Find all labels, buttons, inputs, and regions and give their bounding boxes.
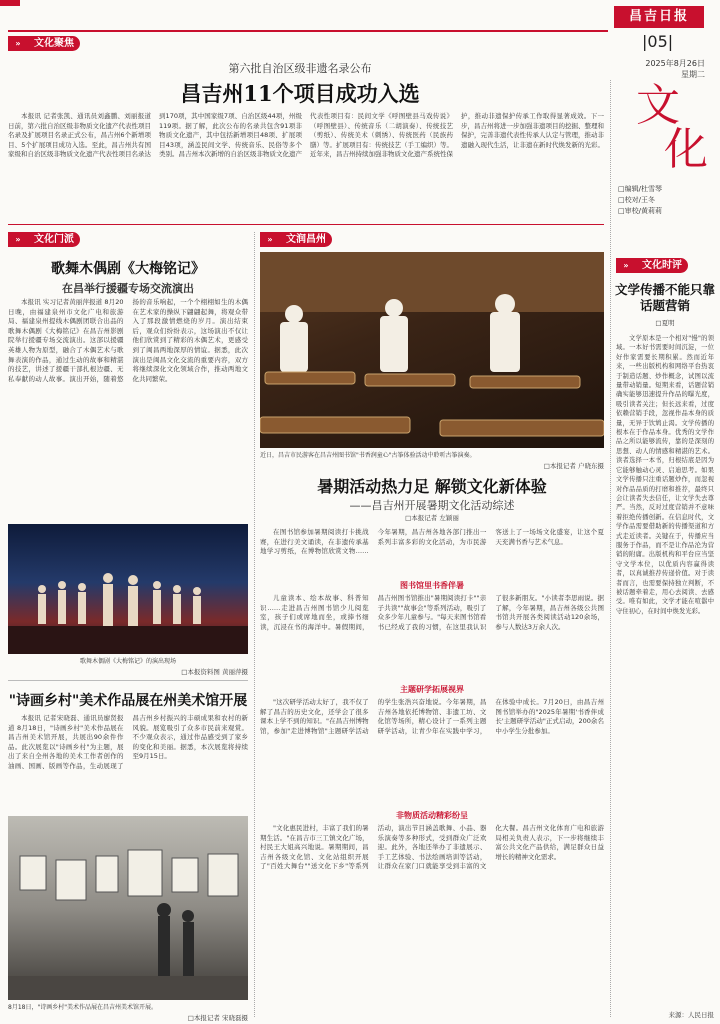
guzheng-performance-illustration [260, 252, 604, 448]
opera-body-text: 本报讯 实习记者黄丽萍报道 8月20日晚，由福建泉州市文化广电和旅游局、福建泉州提线木偶剧团联合出品的歌舞木偶剧《大梅铭记》在昌吉州影剧院举行援疆专场交流演出。这部以援疆英雄人物为原型，融合了木偶艺术与歌舞表演的作品，通过生动的故事和精湛的技艺，讲述了援疆干部扎根边疆、无私奉献的动人故事。演出开始，随着悠扬的音乐响起，一个个栩栩如生的木偶在艺术家的操纵下翩翩起舞，将观众带入了那段激情燃烧的岁月。演出结束后，观众们纷纷表示，这场演出不仅让他们欣赏到了精彩的木偶艺术，更感受到了闽昌两地深厚的情谊。据悉，此次演出是闽昌文化交流的重要内容，双方将继续深化文化领域合作，推动两地文化共同繁荣。 [8, 298, 248, 383]
sidebar-staff [618, 184, 714, 217]
review-body-text: 文学原本是一个相对"慢"的领域。一本好书需要时间沉淀，一位好作家需要长期积累。然而近年来，一些出版机构和网络平台热衷于制造话题、炒作概念，试图以流量带动销量。短期来看，话题营销确实能够迅速提升作品的曝光度，吸引读者关注；但长远来看，过度依赖营销手段，忽视作品本身的质量，无异于饮鸩止渴。文学传播的根本在于作品本身。优秀的文学作品之所以能够流传，靠的是深刻的思想、动人的情感和精湛的艺术。读者选择一本书，归根结底是因为它能够触动心灵、启迪思考。如果文学传播只注重话题炒作，而忽视对作品品质的打磨和推荐，最终只会让读者失去信任，让文学失去尊严。当然，反对过度营销并不意味着拒绝传播创新。在信息时代，文学作品需要借助新的传播渠道和方式走近读者。关键在于，传播应当服务于作品，而不是让作品沦为营销的附庸。出版机构和平台应当坚守文学本位，以优质内容赢得读者，以真诚推荐传递价值。对于读者而言，也需要保持独立判断，不被话题牵着走，用心去阅读、去感受。唯有如此，文学才能在喧嚣中守住初心，在时间中焕发光彩。 [616, 335, 714, 615]
issue-date: 2025年8月26日 [645, 59, 705, 68]
section-tag-label: 文化时评 [636, 258, 688, 273]
top-red-band [0, 0, 20, 6]
opera-title-line2: 在昌举行援疆专场交流演出 [62, 282, 194, 295]
column-divider [254, 232, 255, 1017]
staff-editor: □编辑/杜雪琴 [618, 185, 662, 193]
section-tag-review [616, 258, 688, 273]
summer-byline: □本报记者 左颖丽 [405, 514, 459, 522]
opera-photo-credit: □本报资料图 黄丽萍摄 [181, 668, 248, 676]
summer-body-2 [260, 698, 604, 806]
sidebar-char-1: 文 [636, 80, 680, 131]
review-title [614, 282, 716, 314]
summer-body-1-text: 儿童读本、绘本故事、科普知识……走进昌吉州图书馆少儿阅览室，孩子们或席地而坐，或捧书细读，沉浸在书的海洋中。暑假期间，昌吉州图书馆推出"暑期阅读打卡""亲子共读""故事会"等系列活动，吸引了众多少年儿童参与。"每天来图书馆看书已经成了我的习惯，在这里我认识了很多新朋友。"小读者李思雨说。据了解，今年暑期，昌吉州各级公共图书馆共开展各类阅读活动120余场，参与人数达3万余人次。 [260, 594, 604, 631]
summer-subtitle: ——昌吉州开展暑期文化活动综述 [349, 499, 515, 512]
double-chevron-icon: » [8, 232, 28, 247]
issue-weekday: 星期二 [681, 70, 705, 79]
section-tag-label: 文润昌州 [280, 232, 332, 247]
section-divider [8, 224, 604, 225]
exhibition-photo-credit: □本报记者 宋晓磊摄 [187, 1014, 248, 1022]
guzheng-photo-caption: 近日，昌吉市民游客在昌吉州图书馆"书香润童心"古筝体验活动中聆听古筝演奏。 [260, 452, 476, 459]
divider [8, 680, 248, 681]
exhibition-body [8, 714, 248, 810]
section-tag-opera [8, 232, 80, 247]
summer-subhead-3: 非物质活动精彩纷呈 [396, 811, 468, 820]
exhibition-photo-caption: 8月18日，"诗画乡村"美术作品展在昌吉州美术馆开展。 [8, 1004, 157, 1011]
review-title-line1: 文学传播不能只靠 [614, 282, 715, 297]
guzheng-photo-credit: □本报记者 户晓东摄 [543, 462, 604, 470]
exhibition-title: "诗画乡村"美术作品展在州美术馆开展 [8, 693, 248, 709]
double-chevron-icon: » [8, 36, 28, 51]
exhibition-photo [8, 816, 248, 1000]
review-author: □夏明 [655, 319, 675, 327]
guzheng-photo [260, 252, 604, 448]
staff-proofreader: □校对/王冬 [618, 196, 655, 204]
staff-reviewer: □审校/黄莉莉 [618, 207, 662, 215]
review-body [616, 334, 714, 1008]
summer-body-3-text: "文化惠民进村，丰富了我们的暑期生活。"在昌吉市三工镇文化广场，村民王大姐高兴地说。暑期期间，昌吉州各级文化馆、文化站组织开展了"百姓大舞台""送文化下乡"等系列活动，演出节目涵盖歌舞、小品、器乐演奏等多种形式，受到群众广泛欢迎。此外，各地还举办了非遗展示、手工艺体验、书法绘画培训等活动，让群众在家门口就能享受到丰富的文化大餐。昌吉州文化体育广电和旅游局相关负责人表示，下一步将继续丰富公共文化产品供给，满足群众日益增长的精神文化需求。 [260, 824, 604, 871]
opera-photo [8, 524, 248, 654]
review-title-line2: 话题营销 [639, 298, 690, 313]
opera-title-line1: 歌舞木偶剧《大梅铭记》 [51, 261, 205, 277]
opera-photo-caption: 歌舞木偶剧《大梅铭记》的演出现场 [79, 658, 176, 665]
summer-body-1 [260, 594, 604, 680]
section-tag-heritage [8, 36, 80, 51]
summer-subhead-2: 主题研学拓展视界 [400, 685, 464, 694]
sidebar-divider [610, 80, 611, 1017]
summer-headline: 暑期活动热力足 解锁文化新体验 [317, 477, 547, 496]
summer-intro-text: 在图书馆参加暑期阅读打卡挑战赛，在进行美文诵读，在非遗传承基地学习剪纸，在博物馆欣赏文物……今年暑期，昌吉州各地各部门推出一系列丰富多彩的文化活动，为市民游客送上了一场场文化盛宴，让这个夏天充满书香与艺术气息。 [260, 528, 604, 556]
review-source: 来源：人民日报 [668, 1011, 714, 1019]
sidebar-char-2: 化 [664, 124, 708, 175]
heritage-kicker: 第六批自治区级非遗名录公布 [228, 62, 372, 75]
exhibition-body-text: 本报讯 记者宋晓磊、通讯员廖贤报道 8月18日，"诗画乡村"美术作品展在昌吉州美术馆开展，共展出90余件作品。此次展览以"诗画乡村"为主题，展出了来自全州各地的美术工作者创作的油画、国画、版画等作品，生动展现了昌吉州乡村振兴的丰硕成果和农村的新风貌。展览吸引了众多市民前来观赏。不少观众表示，通过作品感受到了家乡的变化和美丽。据悉，本次展览将持续至9月15日。 [8, 714, 248, 770]
heritage-body [8, 112, 604, 220]
header-rule [8, 30, 608, 32]
issue-date-block [605, 58, 705, 80]
heritage-headline: 昌吉州11个项目成功入选 [180, 81, 420, 106]
section-tag-summer [260, 232, 332, 247]
double-chevron-icon: » [260, 232, 280, 247]
summer-body-2-text: "这次研学活动太好了，我不仅了解了昌吉的历史文化，还学会了很多课本上学不到的知识。"在昌吉州博物馆，参加"走进博物馆"主题研学活动的学生张浩兴奋地说。今年暑期，昌吉州各地依托博物馆、非遗工坊、文化馆等场所，精心设计了一系列主题研学活动，让青少年在实践中学习，在体验中成长。7月20日，由昌吉州图书馆举办的"2025年暑期'书香伴成长'主题研学活动"正式启动，200余名中小学生分批参加。 [260, 698, 604, 735]
stage-performance-illustration [8, 524, 248, 654]
summer-subhead-1: 图书馆里书香伴暑 [400, 581, 464, 590]
section-tag-label: 文化门派 [28, 232, 80, 247]
summer-intro [260, 528, 604, 576]
section-tag-label: 文化聚焦 [28, 36, 80, 51]
gallery-illustration [8, 816, 248, 1000]
double-chevron-icon: » [616, 258, 636, 273]
heritage-body-text: 本报讯 记者张凯、通讯员刘鑫鹏、刘丽报道 日前，第六批自治区级非物质文化遗产代表性项目名录及扩展项目名录正式公布，昌吉州6个新增项目、5个扩展项目成功入选。至此，昌吉州共有国家级和自治区级非物质文化遗产代表性项目名录达到170项，其中国家级7项、自治区级44项，州级119项。据了解，此次公布的名录共包含91项非物质文化遗产，其中包括新增项目48项、扩展项目43项，涵盖民间文学、传统音乐、民俗等多个类别。昌吉州本次新增的自治区级非物质文化遗产代表性项目有：民间文学《呼图壁县马戏传说》（呼图壁县）、传统音乐（二胡演奏）、传统技艺（剪纸）、传统美术（刺绣）、传统医药（民族药膳）等。扩展项目有：传统技艺（手工编织）等。近年来，昌吉州持续加强非物质文化遗产系统性保护，推动非遗保护传承工作取得显著成效。下一步，昌吉州将进一步加强非遗项目的挖掘、整理和保护，完善非遗代表性传承人认定与管理，推动非遗融入现代生活，让非遗在新时代焕发新的光彩。 [8, 112, 604, 159]
newspaper-logo: 昌吉日报 [614, 6, 704, 28]
page-number: |05| [642, 32, 674, 51]
opera-body [8, 298, 248, 520]
summer-body-3 [260, 824, 604, 1016]
